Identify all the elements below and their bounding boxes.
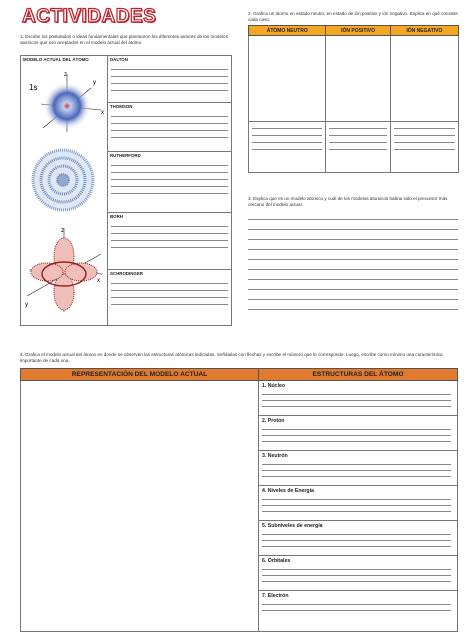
atomic-structures-table xyxy=(20,368,458,632)
explain-cell-negative[interactable] xyxy=(390,122,458,173)
explain-cell-neutral[interactable] xyxy=(249,122,326,173)
header-representation: REPRESENTACIÓN DEL MODELO ACTUAL xyxy=(21,369,259,381)
question-4-text: 4. Grafica el modelo actual del átomo en donde se observen las estructuras atómicas indicadas. Señálalas con flechas y escribe el número que le corresponde. Luego, escribe como mínimo una característica importante de cada una. xyxy=(20,352,443,363)
structure-item-electron[interactable] xyxy=(259,591,457,626)
structure-label: 3. Neutrón xyxy=(262,453,288,459)
author-label: THOMSON xyxy=(110,104,133,109)
structure-item-energy-levels[interactable] xyxy=(259,486,457,521)
author-cell-dalton[interactable] xyxy=(108,56,232,103)
drawing-cell-neutral[interactable] xyxy=(249,36,326,122)
structure-item-orbitals[interactable] xyxy=(259,556,457,591)
question-3-text: 3. Explica que es un modelo atomico y cuál de los modelos atomicos habria sido el precursor más cercano del modelo actual. xyxy=(248,196,448,207)
author-cell-thomson[interactable] xyxy=(108,103,232,152)
structure-label: 1. Núcleo xyxy=(262,383,286,389)
s-orbital-diagram xyxy=(21,68,107,140)
models-table xyxy=(20,55,232,326)
header-neutral-atom: ÁTOMO NEUTRO xyxy=(249,26,326,36)
author-cell-rutherford[interactable] xyxy=(108,152,232,213)
page-title: ACTIVIDADES xyxy=(22,6,157,27)
z-axis-label: z xyxy=(64,72,67,78)
ions-table xyxy=(248,25,459,173)
drawing-cell-negative[interactable] xyxy=(390,36,458,122)
structure-label: 6. Orbitales xyxy=(262,558,291,564)
header-positive-ion: IÓN POSITIVO xyxy=(326,26,390,36)
structure-label: 2. Protón xyxy=(262,418,285,424)
model-column-header: MODELO ACTUAL DEL ÁTOMO xyxy=(23,57,89,62)
explain-cell-positive[interactable] xyxy=(326,122,390,173)
header-structures: ESTRUCTURAS DEL ÁTOMO xyxy=(259,369,458,381)
structure-item-sublevels[interactable] xyxy=(259,521,457,556)
electron-cloud-diagram xyxy=(21,146,107,216)
author-cell-schrodinger[interactable] xyxy=(108,270,232,326)
question-3-answer-lines[interactable] xyxy=(248,210,458,310)
x-axis-label: x xyxy=(101,110,104,116)
author-label: SCHRODINGER xyxy=(110,271,143,276)
d-orbital-diagram xyxy=(21,224,107,319)
structure-label: 4. Niveles de Energía xyxy=(262,488,314,494)
question-1-text: 1. Escribe los postulados o ideas fundamentales que plantearon los diferentes autores de los modelos atomicos que son aceptados en el modelo actual del átomo. xyxy=(20,34,228,45)
author-label: BORH xyxy=(110,214,123,219)
y-axis-label: y xyxy=(93,80,96,86)
model-images-cell xyxy=(21,56,108,326)
structure-item-neutron[interactable] xyxy=(259,451,457,486)
author-label: DALTON xyxy=(110,57,128,62)
question-2-text: 2. Grafica un átomo en estado neutro, en estado de ión positivo y ión negativo. Explica en qué consiste cada caso. xyxy=(248,11,458,22)
d-x-axis-label: x xyxy=(97,278,100,284)
author-cell-borh[interactable] xyxy=(108,213,232,270)
structure-label: 5. Subniveles de energía xyxy=(262,523,323,529)
structure-item-proton[interactable] xyxy=(259,416,457,451)
d-z-axis-label: z xyxy=(61,228,64,234)
structure-item-nucleus[interactable] xyxy=(259,381,457,416)
structure-label: 7. Electrón xyxy=(262,593,289,599)
orbital-label: 1s xyxy=(29,83,38,92)
author-label: RUTHERFORD xyxy=(110,153,141,158)
structures-list xyxy=(259,381,458,632)
d-y-axis-label: y xyxy=(25,302,28,308)
drawing-cell-positive[interactable] xyxy=(326,36,390,122)
header-negative-ion: IÓN NEGATIVO xyxy=(390,26,458,36)
representation-drawing-area[interactable] xyxy=(21,381,259,632)
